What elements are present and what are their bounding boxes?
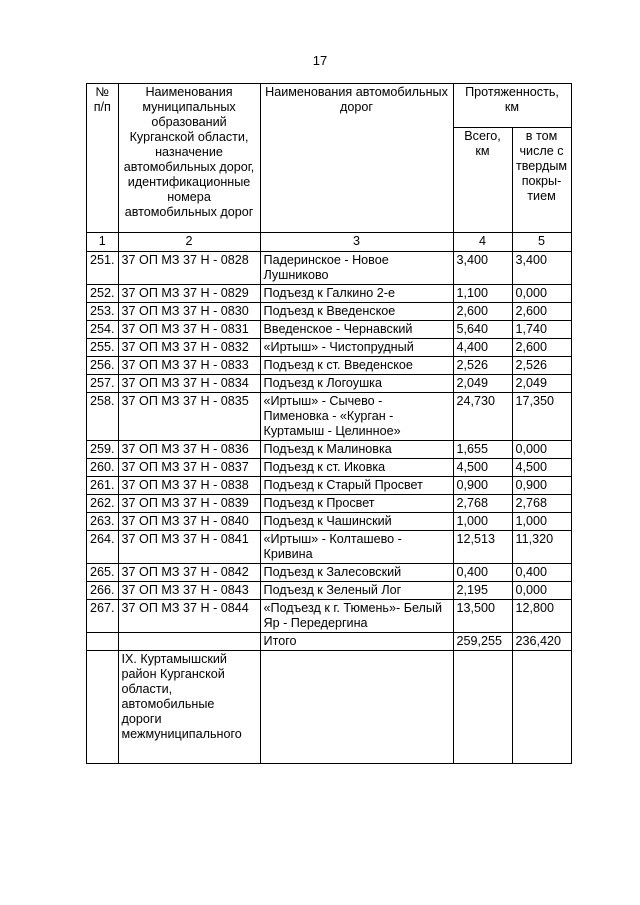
total-paved: 236,420 [512,633,571,651]
row-number: 261. [87,477,119,495]
table-row [87,582,572,600]
empty-cell [87,633,119,651]
road-name: Подъезд к Залесовский [260,564,453,582]
row-number: 263. [87,513,119,531]
empty-cell [118,633,260,651]
road-name: Подъезд к Просвет [260,495,453,513]
road-name: Подъезд к Введенское [260,303,453,321]
table-row [87,495,572,513]
road-id: 37 ОП МЗ 37 Н - 0841 [118,531,260,564]
road-name: Подъезд к Зеленый Лог [260,582,453,600]
row-number: 257. [87,375,119,393]
road-length-paved: 2,600 [512,303,571,321]
table-row [87,513,572,531]
row-number: 252. [87,285,119,303]
row-number: 260. [87,459,119,477]
road-length-paved: 0,000 [512,285,571,303]
road-length-total: 13,500 [453,600,512,633]
road-length-paved: 0,400 [512,564,571,582]
row-number: 265. [87,564,119,582]
road-id: 37 ОП МЗ 37 Н - 0838 [118,477,260,495]
row-number: 256. [87,357,119,375]
row-number: 253. [87,303,119,321]
table-row [87,375,572,393]
column-number-row [87,233,572,252]
road-name: «Подъезд к г. Тюмень»- Белый Яр - Передергина [260,600,453,633]
road-id: 37 ОП МЗ 37 Н - 0833 [118,357,260,375]
table-row [87,600,572,633]
road-length-paved: 17,350 [512,393,571,441]
road-length-paved: 2,768 [512,495,571,513]
road-length-total: 4,400 [453,339,512,357]
total-length: 259,255 [453,633,512,651]
road-length-paved: 2,600 [512,339,571,357]
road-length-total: 0,400 [453,564,512,582]
road-length-total: 2,526 [453,357,512,375]
road-length-total: 5,640 [453,321,512,339]
table-row [87,459,572,477]
table-row [87,531,572,564]
empty-cell [87,651,119,764]
total-label: Итого [260,633,453,651]
road-length-total: 1,655 [453,441,512,459]
empty-cell [512,651,571,764]
road-length-paved: 0,900 [512,477,571,495]
column-number: 5 [512,233,571,252]
header-municipal: Наименования муниципальных образований Курганской области, назначение автомобильных дорог, идентификационные номера автомобильных дорог [118,84,260,233]
page-number: 17 [312,53,328,68]
road-length-paved: 1,000 [512,513,571,531]
road-id: 37 ОП МЗ 37 Н - 0830 [118,303,260,321]
road-name: Подъезд к Галкино 2-е [260,285,453,303]
table-row [87,252,572,285]
column-number: 2 [118,233,260,252]
header-length: Протяженность, км [453,84,571,128]
road-name: Подъезд к ст. Введенское [260,357,453,375]
road-id: 37 ОП МЗ 37 Н - 0840 [118,513,260,531]
table-row [87,321,572,339]
column-number: 1 [87,233,119,252]
road-name: Подъезд к Малиновка [260,441,453,459]
road-name: Подъезд к Чашинский [260,513,453,531]
empty-cell [260,651,453,764]
road-id: 37 ОП МЗ 37 Н - 0844 [118,600,260,633]
section-title: IX. Куртамышский район Курганской области, автомобильные дороги межмуниципального [118,651,260,764]
empty-cell [453,651,512,764]
road-name: Подъезд к Логоушка [260,375,453,393]
total-row [87,633,572,651]
road-length-total: 4,500 [453,459,512,477]
row-number: 251. [87,252,119,285]
road-name: Подъезд к Старый Просвет [260,477,453,495]
road-length-paved: 11,320 [512,531,571,564]
road-name: «Иртыш» - Чистопрудный [260,339,453,357]
road-length-total: 12,513 [453,531,512,564]
road-id: 37 ОП МЗ 37 Н - 0835 [118,393,260,441]
row-number: 259. [87,441,119,459]
road-length-paved: 4,500 [512,459,571,477]
row-number: 258. [87,393,119,441]
road-length-paved: 3,400 [512,252,571,285]
row-number: 267. [87,600,119,633]
road-id: 37 ОП МЗ 37 Н - 0842 [118,564,260,582]
road-length-paved: 0,000 [512,582,571,600]
table-row [87,564,572,582]
header-paved: в том числе с твердым покры-тием [512,128,571,233]
table-row [87,357,572,375]
header-road-name: Наименования автомобильных дорог [260,84,453,233]
road-id: 37 ОП МЗ 37 Н - 0839 [118,495,260,513]
road-id: 37 ОП МЗ 37 Н - 0834 [118,375,260,393]
row-number: 254. [87,321,119,339]
road-length-paved: 1,740 [512,321,571,339]
road-length-total: 0,900 [453,477,512,495]
row-number: 264. [87,531,119,564]
header-no: № п/п [87,84,119,233]
roads-table [86,83,572,764]
column-number: 3 [260,233,453,252]
road-name: «Иртыш» - Сычево - Пименовка - «Курган - Куртамыш - Целинное» [260,393,453,441]
header-total: Всего, км [453,128,512,233]
road-length-total: 2,049 [453,375,512,393]
road-length-total: 2,600 [453,303,512,321]
road-id: 37 ОП МЗ 37 Н - 0832 [118,339,260,357]
road-length-paved: 2,526 [512,357,571,375]
row-number: 262. [87,495,119,513]
road-id: 37 ОП МЗ 37 Н - 0831 [118,321,260,339]
road-length-total: 2,195 [453,582,512,600]
road-length-total: 1,000 [453,513,512,531]
road-name: Подъезд к ст. Иковка [260,459,453,477]
road-length-paved: 2,049 [512,375,571,393]
road-id: 37 ОП МЗ 37 Н - 0843 [118,582,260,600]
road-length-total: 1,100 [453,285,512,303]
road-name: «Иртыш» - Колташево - Кривина [260,531,453,564]
road-name: Падеринское - Новое Лушниково [260,252,453,285]
road-length-total: 24,730 [453,393,512,441]
road-id: 37 ОП МЗ 37 Н - 0837 [118,459,260,477]
road-name: Введенское - Чернавский [260,321,453,339]
road-id: 37 ОП МЗ 37 Н - 0828 [118,252,260,285]
table-row [87,441,572,459]
road-id: 37 ОП МЗ 37 Н - 0829 [118,285,260,303]
road-length-paved: 12,800 [512,600,571,633]
table-row [87,393,572,441]
column-number: 4 [453,233,512,252]
table-row [87,285,572,303]
section-row [87,651,572,764]
table-row [87,477,572,495]
road-length-total: 2,768 [453,495,512,513]
table-row [87,303,572,321]
row-number: 266. [87,582,119,600]
road-length-paved: 0,000 [512,441,571,459]
road-id: 37 ОП МЗ 37 Н - 0836 [118,441,260,459]
road-length-total: 3,400 [453,252,512,285]
table-row [87,339,572,357]
row-number: 255. [87,339,119,357]
